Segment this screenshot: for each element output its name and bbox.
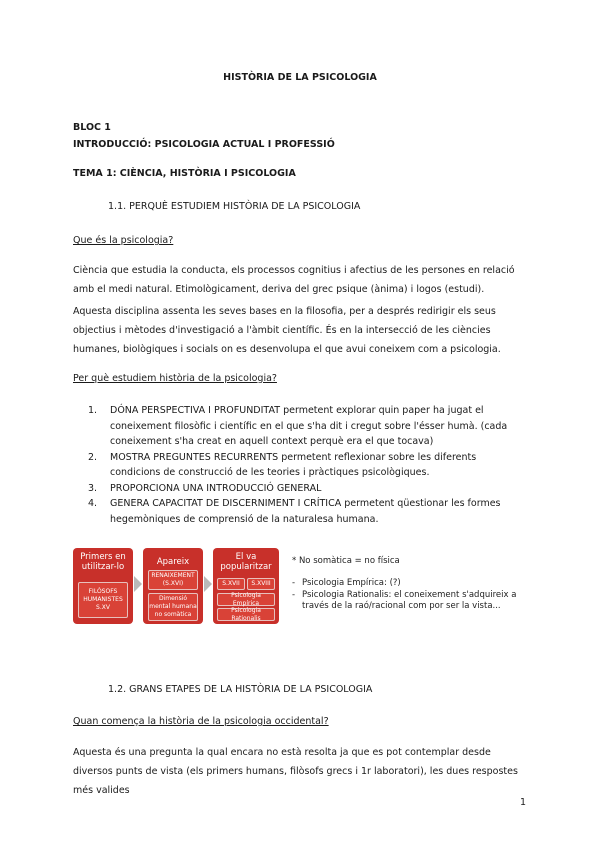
list-text: permetent reflexionar sobre les diferents condicions de construcció de les teories i pràctiques psicològiques.: [110, 451, 477, 478]
bloc-label: BLOC 1: [73, 122, 111, 133]
list-caps: PROPORCIONA UNA INTRODUCCIÓ GENERAL: [110, 482, 322, 494]
list-text: permetent qüestionar les formes hegemòniques de comprensió de la naturalesa humana.: [110, 498, 501, 525]
bloc-title: INTRODUCCIÓ: PSICOLOGIA ACTUAL I PROFESSIÓ: [73, 139, 335, 150]
diagram-column-popularized: [213, 548, 279, 624]
list-item: [88, 496, 528, 527]
diagram-heading: El va popularitzar: [220, 552, 272, 572]
diagram-box: [217, 608, 275, 621]
diagram-box-label: S.XVIII: [251, 580, 271, 587]
arrow-icon: [134, 576, 142, 592]
diagram-box: [247, 578, 275, 590]
paragraph-definition: Ciència que estudia la conducta, els processos cognitius i afectius de les persones en relació amb el medi natural. Etimològicament, deriva del grec psique (ànima) i logos (estudi).: [73, 265, 515, 295]
paragraph-discipline: Aquesta disciplina assenta les seves bases en la filosofia, per a després redirigir els seus objectius i mètodes d'investigació a l'àmbit científic. És en la intersecció de les ciències humanes, biològiques i socials on es desenvolupa el que avui coneixem com a psicologia.: [73, 306, 501, 355]
diagram-box: [217, 593, 275, 606]
note-item: [292, 590, 528, 612]
diagram-column-first-users: [73, 548, 133, 624]
note-item-text: Psicologia Rationalis: el coneixement s'adquireix a través de la raó/racional com por ser la vista...: [302, 590, 517, 611]
note-item-text: Psicologia Empírica: (?): [302, 578, 401, 588]
diagram-box: [78, 582, 128, 618]
diagram-column-appears: [143, 548, 203, 624]
section-heading-1: 1.1. PERQUÈ ESTUDIEM HISTÒRIA DE LA PSICOLOGIA: [108, 201, 361, 212]
tema-heading: TEMA 1: CIÈNCIA, HISTÒRIA I PSICOLOGIA: [73, 168, 296, 179]
list-number: 3.: [88, 482, 98, 494]
bullet-icon: -: [292, 578, 296, 588]
diagram-box: [217, 578, 245, 590]
page-number: 1: [520, 797, 527, 808]
diagram-heading: Primers en utilitzar-lo: [80, 552, 126, 572]
note-item: [292, 578, 528, 589]
diagram-box-label: Psicologia Empírica: [231, 591, 261, 607]
question-heading-1: Que és la psicologia?: [73, 235, 174, 246]
diagram-box: [148, 593, 198, 621]
question-heading-3: Quan comença la història de la psicologia occidental?: [73, 716, 329, 727]
reasons-list: [88, 403, 528, 527]
section-heading-2: 1.2. GRANS ETAPES DE LA HISTÒRIA DE LA PSICOLOGIA: [108, 684, 373, 695]
diagram-box-label: Psicologia Rationalis: [231, 606, 261, 622]
list-caps: GENERA CAPACITAT DE DISCERNIMENT I CRÍTICA: [110, 498, 342, 509]
diagram-box-label: S.XVII: [222, 580, 240, 587]
list-number: 2.: [88, 451, 98, 463]
diagram-box-label: RENAIXEMENT (S.XVI): [151, 572, 195, 587]
diagram-box: [148, 570, 198, 590]
list-caps: DÓNA PERSPECTIVA I PROFUNDITAT: [110, 405, 281, 416]
bullet-icon: -: [292, 590, 296, 600]
paragraph-origins: Aquesta és una pregunta la qual encara no està resolta ja que es pot contemplar desde diversos punts de vista (els primers humans, filòsofs grecs i 1r laboratori), les dues respostes més valides: [73, 747, 518, 796]
diagram-heading: Apareix: [156, 557, 190, 567]
list-item: [88, 403, 528, 450]
note-definition: * No somàtica = no física: [292, 556, 400, 566]
diagram-box-label: FILÒSOFS HUMANISTES S.XV: [83, 588, 123, 611]
question-heading-2: Per què estudiem història de la psicologia?: [73, 373, 277, 384]
list-text: permetent explorar quin paper ha jugat el coneixement filosòfic i científic en el que s'ha dit i cregut sobre l'ésser humà. (cada coneixement s'ha creat en aquell context perquè era el que tocava): [110, 405, 508, 447]
list-number: 1.: [88, 405, 98, 416]
list-item: [88, 450, 528, 481]
document-title: HISTÒRIA DE LA PSICOLOGIA: [223, 72, 377, 83]
history-diagram: [73, 548, 283, 624]
list-caps: MOSTRA PREGUNTES RECURRENTS: [110, 451, 279, 463]
list-number: 4.: [88, 498, 98, 509]
diagram-box-label: Dimensió mental humana no somàtica: [149, 595, 197, 618]
arrow-icon: [204, 576, 212, 592]
list-item: [88, 481, 528, 497]
